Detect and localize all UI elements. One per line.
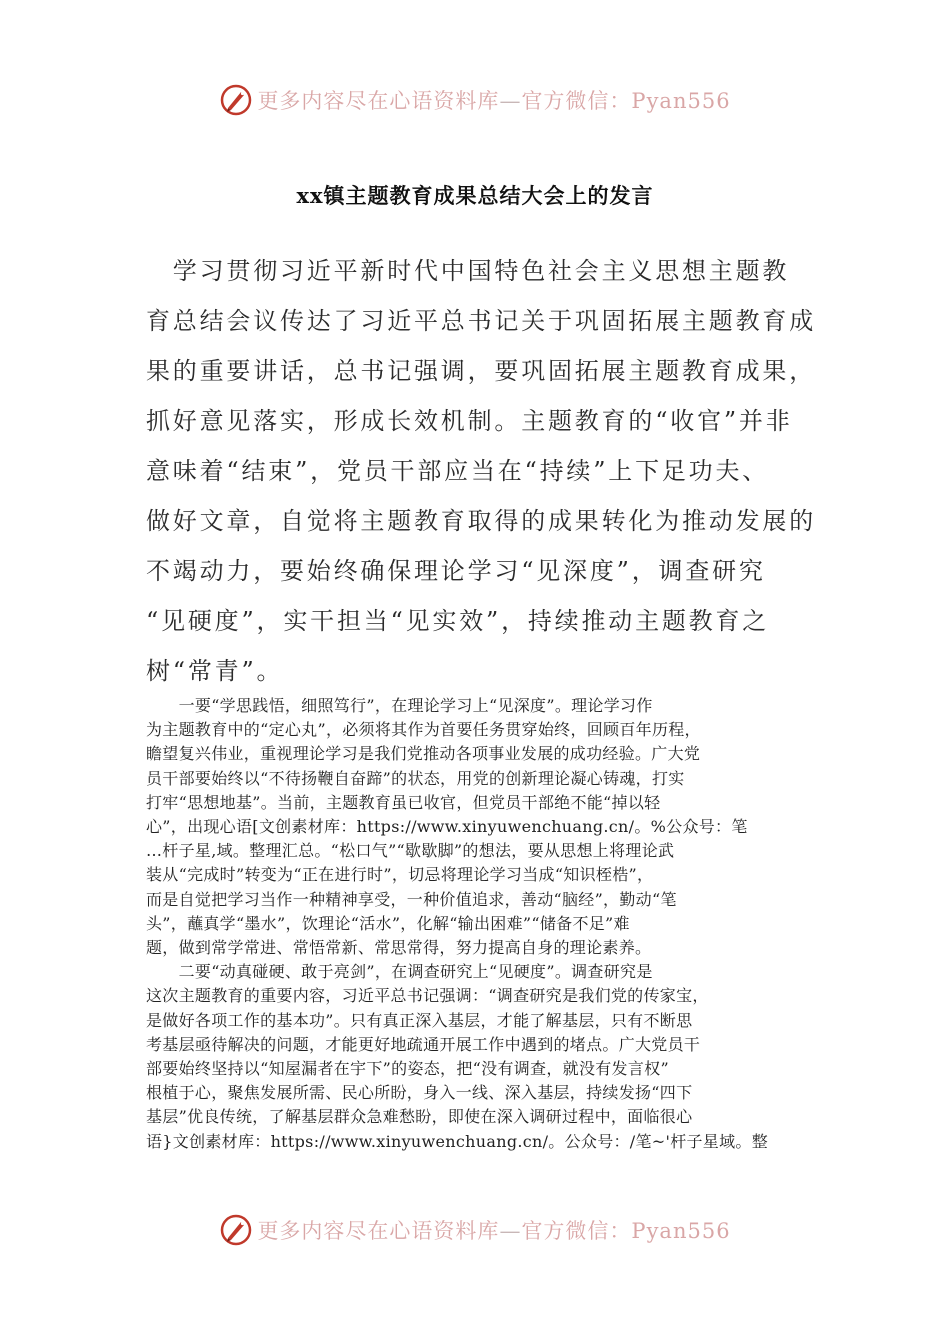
body-line: 头”，蘸真学“墨水”，饮理论“活水”，化解“输出困难”“储备不足”难 [146, 913, 630, 933]
body-line: 是做好各项工作的基本功”。只有真正深入基层，才能了解基层，只有不断思 [146, 1010, 693, 1030]
body-line: 二要“动真碰硬、敢于亮剑”，在调查研究上“见硬度”。调查研究是 [146, 962, 653, 982]
lead-paragraph [146, 246, 816, 696]
watermark-separator: — [499, 1219, 522, 1243]
lead-line: 抓好意见落实，形成长效机制。主题教育的“收官”并非 [146, 407, 793, 435]
watermark-main-text: 更多内容尽在心语资料库 [257, 1219, 500, 1243]
watermark-contact: 官方微信：Pyan556 [521, 1219, 731, 1243]
body-line: …杆子星,域。整理汇总。“松口气”“歇歇脚”的想法，要从思想上将理论武 [146, 841, 675, 861]
lead-line: 果的重要讲话，总书记强调，要巩固拓展主题教育成果， [146, 357, 816, 385]
body-line: 考基层亟待解决的问题，才能更好地疏通开展工作中遇到的堵点。广大党员干 [146, 1034, 701, 1054]
pen-logo-icon [219, 83, 253, 117]
pen-logo-icon [219, 1213, 253, 1247]
watermark-separator: — [499, 89, 522, 113]
body-line: 装从“完成时”转变为“正在进行时”，切忌将理论学习当成“知识桎梏”， [146, 865, 654, 885]
lead-line: 做好文章，自觉将主题教育取得的成果转化为推动发展的 [146, 507, 816, 535]
watermark-text [257, 1215, 730, 1245]
lead-line: 育总结会议传达了习近平总书记关于巩固拓展主题教育成 [146, 307, 816, 335]
lead-line: “见硬度”，实干担当“见实效”，持续推动主题教育之 [146, 607, 770, 635]
body-line: 这次主题教育的重要内容，习近平总书记强调：“调查研究是我们党的传家宝， [146, 986, 709, 1006]
watermark-text [257, 85, 730, 115]
watermark-banner-bottom [0, 1210, 950, 1250]
body-line: 题，做到常学常进、常悟常新、常思常得，努力提高自身的理论素养。 [146, 938, 652, 958]
watermark-main-text: 更多内容尽在心语资料库 [257, 89, 500, 113]
body-line: 语}文创素材库：https://www.xinyuwenchuang.cn/。公众号：/笔~'杆子星域。整 [146, 1131, 768, 1151]
body-line: 根植于心，聚焦发展所需、民心所盼，身入一线、深入基层，持续发扬“四下 [146, 1083, 693, 1103]
watermark-banner-top [0, 80, 950, 120]
lead-line: 意味着“结束”，党员干部应当在“持续”上下足功夫、 [146, 457, 770, 485]
body-line: 一要“学思践悟，细照笃行”，在理论学习上“见深度”。理论学习作 [146, 696, 653, 715]
lead-line: 树“常青”。 [146, 657, 284, 685]
body-line: 员干部要始终以“不待扬鞭自奋蹄”的状态，用党的创新理论凝心铸魂，打实 [146, 768, 685, 788]
body-line: 心”，出现心语[文创素材库：https://www.xinyuwenchuang.cn/。%公众号：笔 [146, 817, 748, 837]
body-paragraphs [146, 694, 806, 1154]
body-line: 基层”优良传统，了解基层群众急难愁盼，即使在深入调研过程中，面临很心 [146, 1107, 693, 1127]
document-title: xx镇主题教育成果总结大会上的发言 [296, 183, 654, 208]
lead-line: 不竭动力，要始终确保理论学习“见深度”，调查研究 [146, 557, 766, 585]
body-line: 瞻望复兴伟业，重视理论学习是我们党推动各项事业发展的成功经验。广大党 [146, 744, 701, 764]
watermark-contact: 官方微信：Pyan556 [521, 89, 731, 113]
body-line: 打牢“思想地基”。当前，主题教育虽已收官，但党员干部绝不能“掉以轻 [146, 792, 661, 812]
body-line: 部要始终坚持以“知屋漏者在宇下”的姿态，把“没有调查，就没有发言权” [146, 1059, 669, 1079]
lead-line: 学习贯彻习近平新时代中国特色社会主义思想主题教 [146, 257, 790, 285]
body-line: 而是自觉把学习当作一种精神享受，一种价值追求，善动“脑经”，勤动“笔 [146, 889, 677, 909]
body-line: 为主题教育中的“定心丸”，必须将其作为首要任务贯穿始终，回顾百年历程， [146, 720, 701, 740]
